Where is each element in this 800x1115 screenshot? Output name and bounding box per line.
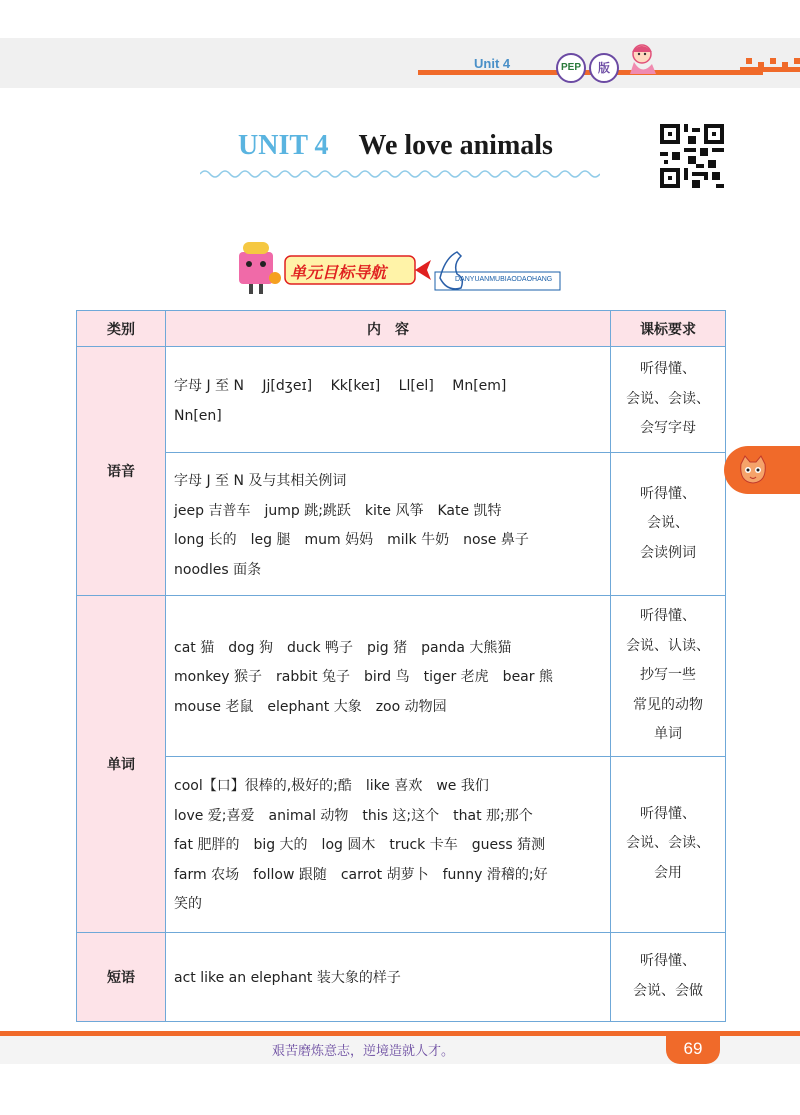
row-requirement	[611, 756, 726, 932]
requirement-line: 抄写一些	[640, 667, 696, 683]
row-requirement	[611, 932, 726, 1021]
requirement-line: 听得懂、	[640, 953, 696, 969]
content-line: cat 猫 dog 狗 duck 鸭子 pig 猪 panda 大熊猫	[174, 639, 512, 656]
row-requirement	[611, 347, 726, 453]
row-requirement	[611, 596, 726, 757]
table-row	[77, 347, 726, 453]
category-phonics: 语音	[77, 347, 166, 596]
table-row	[77, 596, 726, 757]
pep-badge: PEP	[556, 53, 586, 83]
content-line: 字母 J 至 N 及与其相关例词	[174, 473, 347, 489]
table-header-row	[77, 311, 726, 347]
header-category: 类别	[77, 311, 166, 347]
header-requirement: 课标要求	[611, 311, 726, 347]
row-content	[166, 453, 611, 596]
requirement-line: 会说、会读、	[626, 835, 710, 852]
requirement-line: 听得懂、	[640, 805, 696, 822]
banner-title: 单元目标导航	[290, 263, 387, 282]
content-line: jeep 吉普车 jump 跳;跳跃 kite 风筝 Kate 凯特	[174, 502, 502, 519]
requirement-line: 会写字母	[640, 420, 696, 437]
row-content	[166, 596, 611, 757]
content-line: 字母 J 至 N Jj[dʒeɪ] Kk[keɪ] Ll[el] Mn[em]	[174, 378, 507, 394]
title-unit: UNIT 4	[238, 130, 329, 161]
category-phrases: 短语	[77, 932, 166, 1021]
row-content	[166, 347, 611, 453]
row-content	[166, 756, 611, 932]
content-line: cool【口】很棒的,极好的;酷 like 喜欢 we 我们	[174, 778, 489, 795]
unit-goals-table	[76, 310, 726, 1022]
content-line: mouse 老鼠 elephant 大象 zoo 动物园	[174, 698, 447, 715]
header-content: 内 容	[166, 311, 611, 347]
content-line: love 爱;喜爱 animal 动物 this 这;这个 that 那;那个	[174, 807, 533, 824]
page-number: 69	[666, 1034, 720, 1064]
section-banner	[235, 238, 565, 298]
requirement-line: 常见的动物	[633, 696, 703, 713]
footer-motto: 艰苦磨炼意志，逆境造就人才。	[272, 1044, 455, 1059]
content-line: long 长的 leg 腿 mum 妈妈 milk 牛奶 nose 鼻子	[174, 532, 529, 548]
requirement-line: 听得懂、	[640, 485, 696, 502]
content-line: farm 农场 follow 跟随 carrot 胡萝卜 funny 滑稽的;好	[174, 866, 548, 883]
mascot-girl-icon	[622, 40, 662, 78]
requirement-line: 听得懂、	[640, 361, 696, 378]
content-line: noodles 面条	[174, 561, 262, 578]
requirement-line: 单词	[654, 726, 682, 742]
table-row	[77, 453, 726, 596]
requirement-line: 会说、会读、	[626, 390, 710, 407]
edition-badge: 版	[589, 53, 619, 83]
requirement-line: 会读例词	[640, 544, 696, 561]
category-vocabulary: 单词	[77, 596, 166, 933]
requirement-line: 会说、会做	[633, 982, 703, 999]
hand-pointer-icon	[440, 252, 462, 289]
header-band	[0, 38, 800, 88]
content-line: 笑的	[174, 896, 202, 913]
requirement-line: 会说、	[647, 515, 689, 532]
title-name: We love animals	[358, 130, 553, 161]
requirement-line: 会用	[654, 864, 682, 881]
cat-face-icon	[737, 454, 769, 486]
content-line: fat 肥胖的 big 大的 log 圆木 truck 卡车 guess 猜测	[174, 837, 546, 854]
qr-code-icon[interactable]	[660, 124, 724, 188]
title-wave-divider	[200, 168, 600, 180]
banner-pinyin: DANYUANMUBIAODAOHANG	[455, 276, 553, 283]
checker-pattern-icon	[740, 58, 800, 76]
row-content	[166, 932, 611, 1021]
pink-robot-icon	[239, 242, 281, 294]
requirement-line: 听得懂、	[640, 608, 696, 624]
content-line: monkey 猴子 rabbit 兔子 bird 鸟 tiger 老虎 bear 熊	[174, 669, 553, 685]
row-requirement	[611, 453, 726, 596]
page-title	[238, 130, 553, 162]
table-row	[77, 932, 726, 1021]
requirement-line: 会说、认读、	[626, 637, 710, 654]
table-row	[77, 756, 726, 932]
content-line: act like an elephant 装大象的样子	[174, 969, 401, 986]
content-line: Nn[en]	[174, 407, 222, 424]
header-unit-label: Unit 4	[474, 56, 511, 71]
